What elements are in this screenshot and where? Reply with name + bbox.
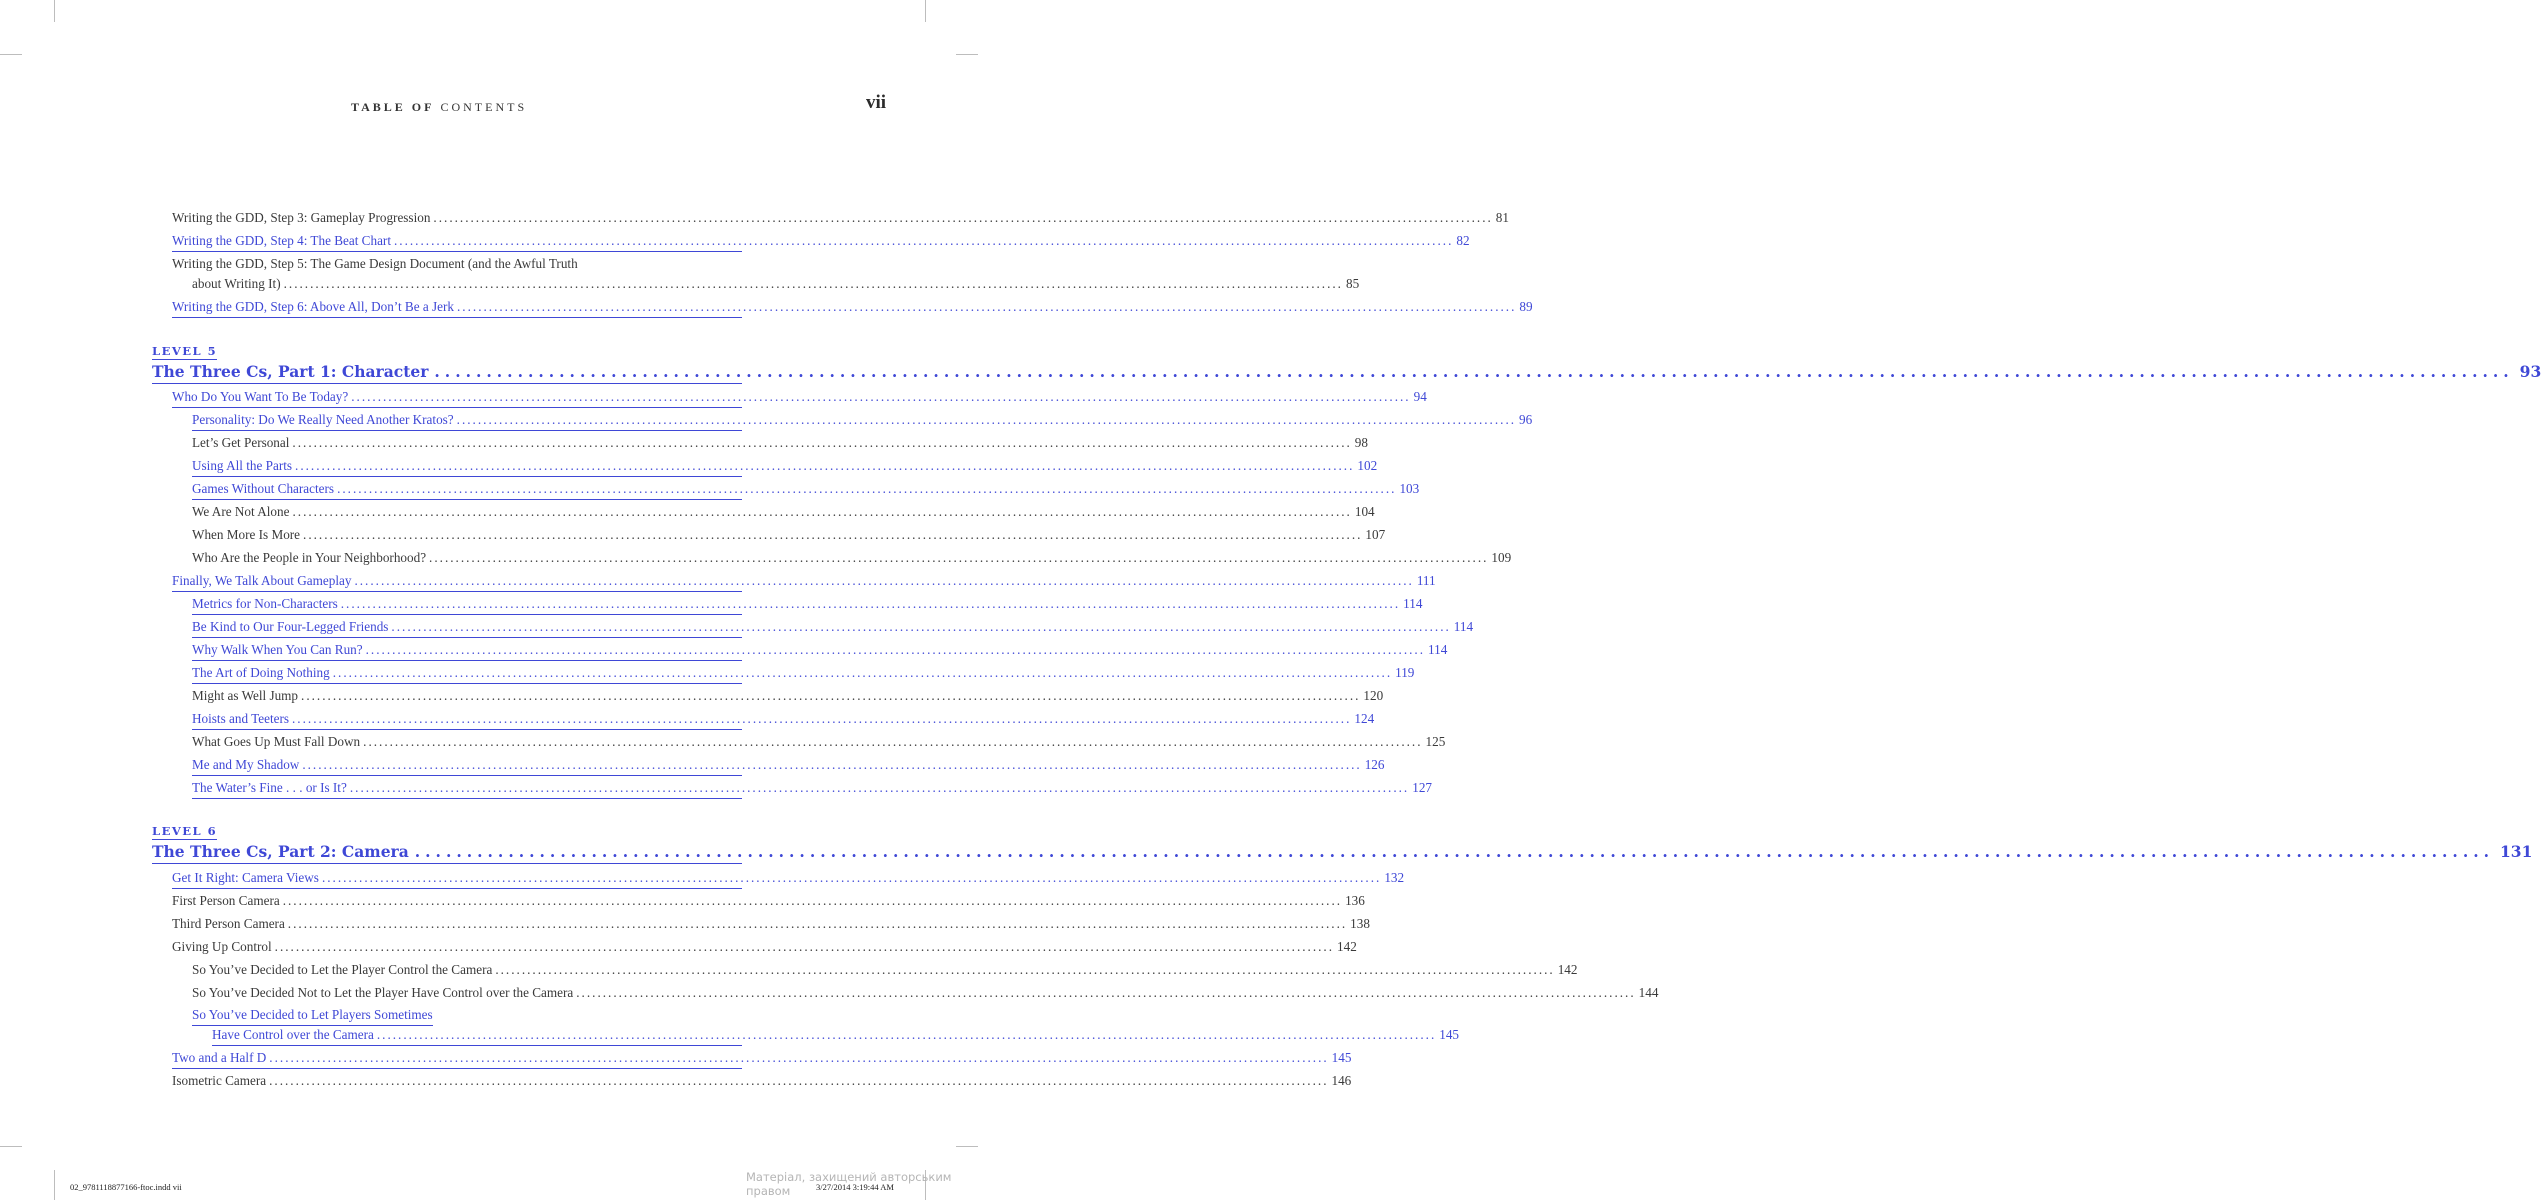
toc-entry-title-cont: about Writing It) <box>192 276 281 291</box>
dot-leader: ........................................................................................................................................................................................................ <box>337 481 1397 496</box>
toc-entry-page[interactable]: 126 <box>1364 757 1385 772</box>
toc-entry-link[interactable] <box>192 778 1432 799</box>
toc-entry-title: Writing the GDD, Step 3: Gameplay Progression <box>172 210 431 225</box>
crop-mark <box>54 0 55 22</box>
toc-entry-title[interactable]: Metrics for Non-Characters <box>192 596 338 611</box>
toc-entry-title[interactable]: Get It Right: Camera Views <box>172 870 319 885</box>
header-title-rest: CONTENTS <box>440 100 528 114</box>
toc-entry <box>192 732 1446 752</box>
toc-entry-page: 142 <box>1557 962 1578 977</box>
toc-entry-link[interactable] <box>192 617 1474 638</box>
toc-entry-link[interactable] <box>192 479 1420 500</box>
chapter-title[interactable]: The Three Cs, Part 2: Camera <box>152 842 409 861</box>
toc-entry <box>172 208 1509 228</box>
toc-entry-page[interactable]: 132 <box>1384 870 1405 885</box>
dot-leader: ........................................................................................................................................................................................................ <box>434 362 2514 381</box>
toc-entry-page: 138 <box>1350 916 1370 931</box>
toc-entry-link[interactable] <box>192 594 1423 615</box>
toc-entry-title[interactable]: Why Walk When You Can Run? <box>192 642 363 657</box>
chapter-title[interactable]: The Three Cs, Part 1: Character <box>152 362 429 381</box>
toc-entry <box>192 502 1375 522</box>
toc-entry-link[interactable] <box>192 640 1448 661</box>
toc-entry-link[interactable] <box>172 297 1533 318</box>
toc-entry-link[interactable] <box>212 1025 1460 1046</box>
toc-entry-link[interactable] <box>172 231 1470 252</box>
toc-entry-page[interactable]: 127 <box>1412 780 1432 795</box>
footer-filename: 02_9781118877166-ftoc.indd vii <box>70 1182 182 1192</box>
toc-entry-page: 81 <box>1495 210 1509 225</box>
crop-mark <box>925 0 926 22</box>
dot-leader: ........................................................................................................................................................................................................ <box>456 412 1517 427</box>
toc-entry-page: 104 <box>1354 504 1375 519</box>
toc-entry <box>192 983 1659 1003</box>
toc-entry-page: 109 <box>1491 550 1512 565</box>
toc-entry-page[interactable]: 114 <box>1403 596 1423 611</box>
toc-entry-title-link[interactable]: So You’ve Decided to Let Players Sometimes <box>192 1005 433 1026</box>
toc-entry-page[interactable]: 102 <box>1357 458 1378 473</box>
toc-entry-page[interactable]: 82 <box>1456 233 1470 248</box>
chapter-page[interactable]: 131 <box>2500 842 2533 861</box>
toc-entry-link[interactable] <box>172 868 1405 889</box>
toc-entry-page[interactable]: 124 <box>1354 711 1375 726</box>
toc-entry-title: We Are Not Alone <box>192 504 290 519</box>
toc-entry <box>192 525 1386 545</box>
toc-entry-title: So You’ve Decided to Let the Player Control the Camera <box>192 962 493 977</box>
toc-entry <box>172 914 1370 934</box>
toc-entry-title: What Goes Up Must Fall Down <box>192 734 361 749</box>
crop-mark <box>0 54 22 55</box>
dot-leader: ........................................................................................................................................................................................................ <box>351 389 1411 404</box>
toc-entry-title[interactable]: Writing the GDD, Step 4: The Beat Chart <box>172 233 391 248</box>
dot-leader: ........................................................................................................................................................................................................ <box>321 870 1382 885</box>
toc-entry-title: First Person Camera <box>172 893 280 908</box>
toc-entry <box>192 274 1360 294</box>
toc-entry-title: Giving Up Control <box>172 939 272 954</box>
dot-leader: ........................................................................................................................................................................................................ <box>269 1073 1329 1088</box>
dot-leader: ........................................................................................................................................................................................................ <box>376 1027 1437 1042</box>
crop-mark <box>956 1146 978 1147</box>
toc-entry-title[interactable]: Games Without Characters <box>192 481 335 496</box>
toc-entry-title[interactable]: Me and My Shadow <box>192 757 300 772</box>
dot-leader: ........................................................................................................................................................................................................ <box>282 893 1343 908</box>
toc-entry-title[interactable]: Writing the GDD, Step 6: Above All, Don’t Be a Jerk <box>172 299 454 314</box>
dot-leader: ........................................................................................................................................................................................................ <box>363 734 1423 749</box>
dot-leader: ........................................................................................................................................................................................................ <box>269 1050 1329 1065</box>
toc-entry <box>192 686 1384 706</box>
dot-leader: ........................................................................................................................................................................................................ <box>287 916 1348 931</box>
toc-entry <box>172 891 1365 911</box>
toc-entry-page: 144 <box>1638 985 1659 1000</box>
running-header <box>351 100 527 115</box>
dot-leader: ........................................................................................................................................................................................................ <box>292 504 1352 519</box>
toc-entry-title: Who Are the People in Your Neighborhood? <box>192 550 427 565</box>
chapter-heading-link[interactable] <box>152 361 2541 384</box>
toc-entry-link[interactable] <box>192 663 1415 684</box>
dot-leader: ........................................................................................................................................................................................................ <box>295 458 1355 473</box>
level-label[interactable]: LEVEL 5 <box>152 344 218 358</box>
toc-entry-page[interactable]: 103 <box>1399 481 1420 496</box>
toc-entry-page: 98 <box>1354 435 1368 450</box>
toc-entry <box>172 937 1357 957</box>
dot-leader: ........................................................................................................................................................................................................ <box>301 688 1361 703</box>
toc-entry-link[interactable] <box>192 410 1533 431</box>
toc-entry-page[interactable]: 94 <box>1413 389 1427 404</box>
toc-entry-page: 85 <box>1345 276 1360 291</box>
dot-leader: ........................................................................................................................................................................................................ <box>457 299 1517 314</box>
page-number: vii <box>866 92 887 113</box>
dot-leader: ........................................................................................................................................................................................................ <box>274 939 1335 954</box>
crop-mark <box>54 1170 55 1200</box>
toc-entry-link[interactable] <box>192 456 1378 477</box>
toc-entry-link[interactable] <box>192 709 1375 730</box>
copyright-watermark: Матеріал, захищений авторським правом <box>746 1170 952 1198</box>
toc-entry-page[interactable]: 111 <box>1416 573 1436 588</box>
dot-leader: ........................................................................................................................................................................................................ <box>414 842 2495 861</box>
dot-leader: ........................................................................................................................................................................................................ <box>391 619 1451 634</box>
dot-leader: ........................................................................................................................................................................................................ <box>283 276 1343 291</box>
dot-leader: ........................................................................................................................................................................................................ <box>576 985 1636 1000</box>
toc-entry-title[interactable]: Using All the Parts <box>192 458 293 473</box>
toc-entry-title[interactable]: Hoists and Teeters <box>192 711 289 726</box>
dot-leader: ........................................................................................................................................................................................................ <box>302 757 1362 772</box>
toc-entry-page[interactable]: 89 <box>1519 299 1533 314</box>
toc-entry-page: 107 <box>1365 527 1386 542</box>
dot-leader: ........................................................................................................................................................................................................ <box>292 435 1352 450</box>
toc-entry-link[interactable] <box>192 755 1385 776</box>
toc-entry-title[interactable]: Personality: Do We Really Need Another Kratos? <box>192 412 454 427</box>
toc-entry-title: When More Is More <box>192 527 301 542</box>
toc-entry-page: 125 <box>1425 734 1446 749</box>
chapter-heading-link[interactable] <box>152 841 2533 864</box>
toc-entry-title[interactable]: Who Do You Want To Be Today? <box>172 389 349 404</box>
toc-entry-page: 136 <box>1345 893 1365 908</box>
toc-entry-page[interactable]: 96 <box>1519 412 1533 427</box>
dot-leader: ........................................................................................................................................................................................................ <box>292 711 1352 726</box>
dot-leader: ........................................................................................................................................................................................................ <box>495 962 1555 977</box>
toc-entry-link[interactable] <box>172 387 1427 408</box>
toc-entry-title: Isometric Camera <box>172 1073 267 1088</box>
toc-entry-link[interactable] <box>172 1048 1352 1069</box>
toc-entry-title: Let’s Get Personal <box>192 435 290 450</box>
toc-entry-page: 120 <box>1363 688 1384 703</box>
dot-leader: ........................................................................................................................................................................................................ <box>365 642 1425 657</box>
toc-entry-title: Third Person Camera <box>172 916 285 931</box>
toc-entry-title: Writing the GDD, Step 5: The Game Design Document (and the Awful Truth <box>172 256 578 271</box>
dot-leader: ........................................................................................................................................................................................................ <box>332 665 1393 680</box>
toc-entry-page[interactable]: 145 <box>1331 1050 1352 1065</box>
dot-leader: ........................................................................................................................................................................................................ <box>340 596 1401 611</box>
dot-leader: ........................................................................................................................................................................................................ <box>303 527 1363 542</box>
dot-leader: ........................................................................................................................................................................................................ <box>349 780 1410 795</box>
chapter-page[interactable]: 93 <box>2519 362 2541 381</box>
toc-entry-title[interactable]: The Art of Doing Nothing <box>192 665 330 680</box>
dot-leader: ........................................................................................................................................................................................................ <box>429 550 1489 565</box>
toc-entry-title[interactable]: The Water’s Fine . . . or Is It? <box>192 780 347 795</box>
toc-entry-page[interactable]: 119 <box>1395 665 1415 680</box>
toc-entry-link[interactable] <box>172 571 1436 592</box>
toc-entry <box>192 960 1578 980</box>
toc-entry-page[interactable]: 114 <box>1428 642 1448 657</box>
toc-entry <box>192 433 1368 453</box>
header-title-bold: TABLE OF <box>351 100 435 114</box>
level-label[interactable]: LEVEL 6 <box>152 824 218 838</box>
dot-leader: ........................................................................................................................................................................................................ <box>354 573 1414 588</box>
footer-timestamp: 3/27/2014 3:19:44 AM <box>816 1182 894 1192</box>
toc-entry-title: So You’ve Decided Not to Let the Player Have Control over the Camera <box>192 985 574 1000</box>
toc-entry-title[interactable]: Be Kind to Our Four-Legged Friends <box>192 619 389 634</box>
crop-mark <box>956 54 978 55</box>
toc-entry <box>172 1071 1352 1091</box>
dot-leader: ........................................................................................................................................................................................................ <box>393 233 1454 248</box>
toc-entry-page[interactable]: 114 <box>1453 619 1474 634</box>
toc-entry <box>192 548 1512 568</box>
crop-mark <box>0 1146 22 1147</box>
toc-entry-title[interactable]: Two and a Half D <box>172 1050 267 1065</box>
toc-entry-page: 142 <box>1337 939 1357 954</box>
toc-entry-title-cont[interactable]: Have Control over the Camera <box>212 1027 374 1042</box>
toc-entry-page[interactable]: 145 <box>1439 1027 1460 1042</box>
toc-entry-page: 146 <box>1331 1073 1352 1088</box>
dot-leader: ........................................................................................................................................................................................................ <box>433 210 1493 225</box>
toc-entry-title: Might as Well Jump <box>192 688 299 703</box>
toc-entry-title[interactable]: Finally, We Talk About Gameplay <box>172 573 352 588</box>
